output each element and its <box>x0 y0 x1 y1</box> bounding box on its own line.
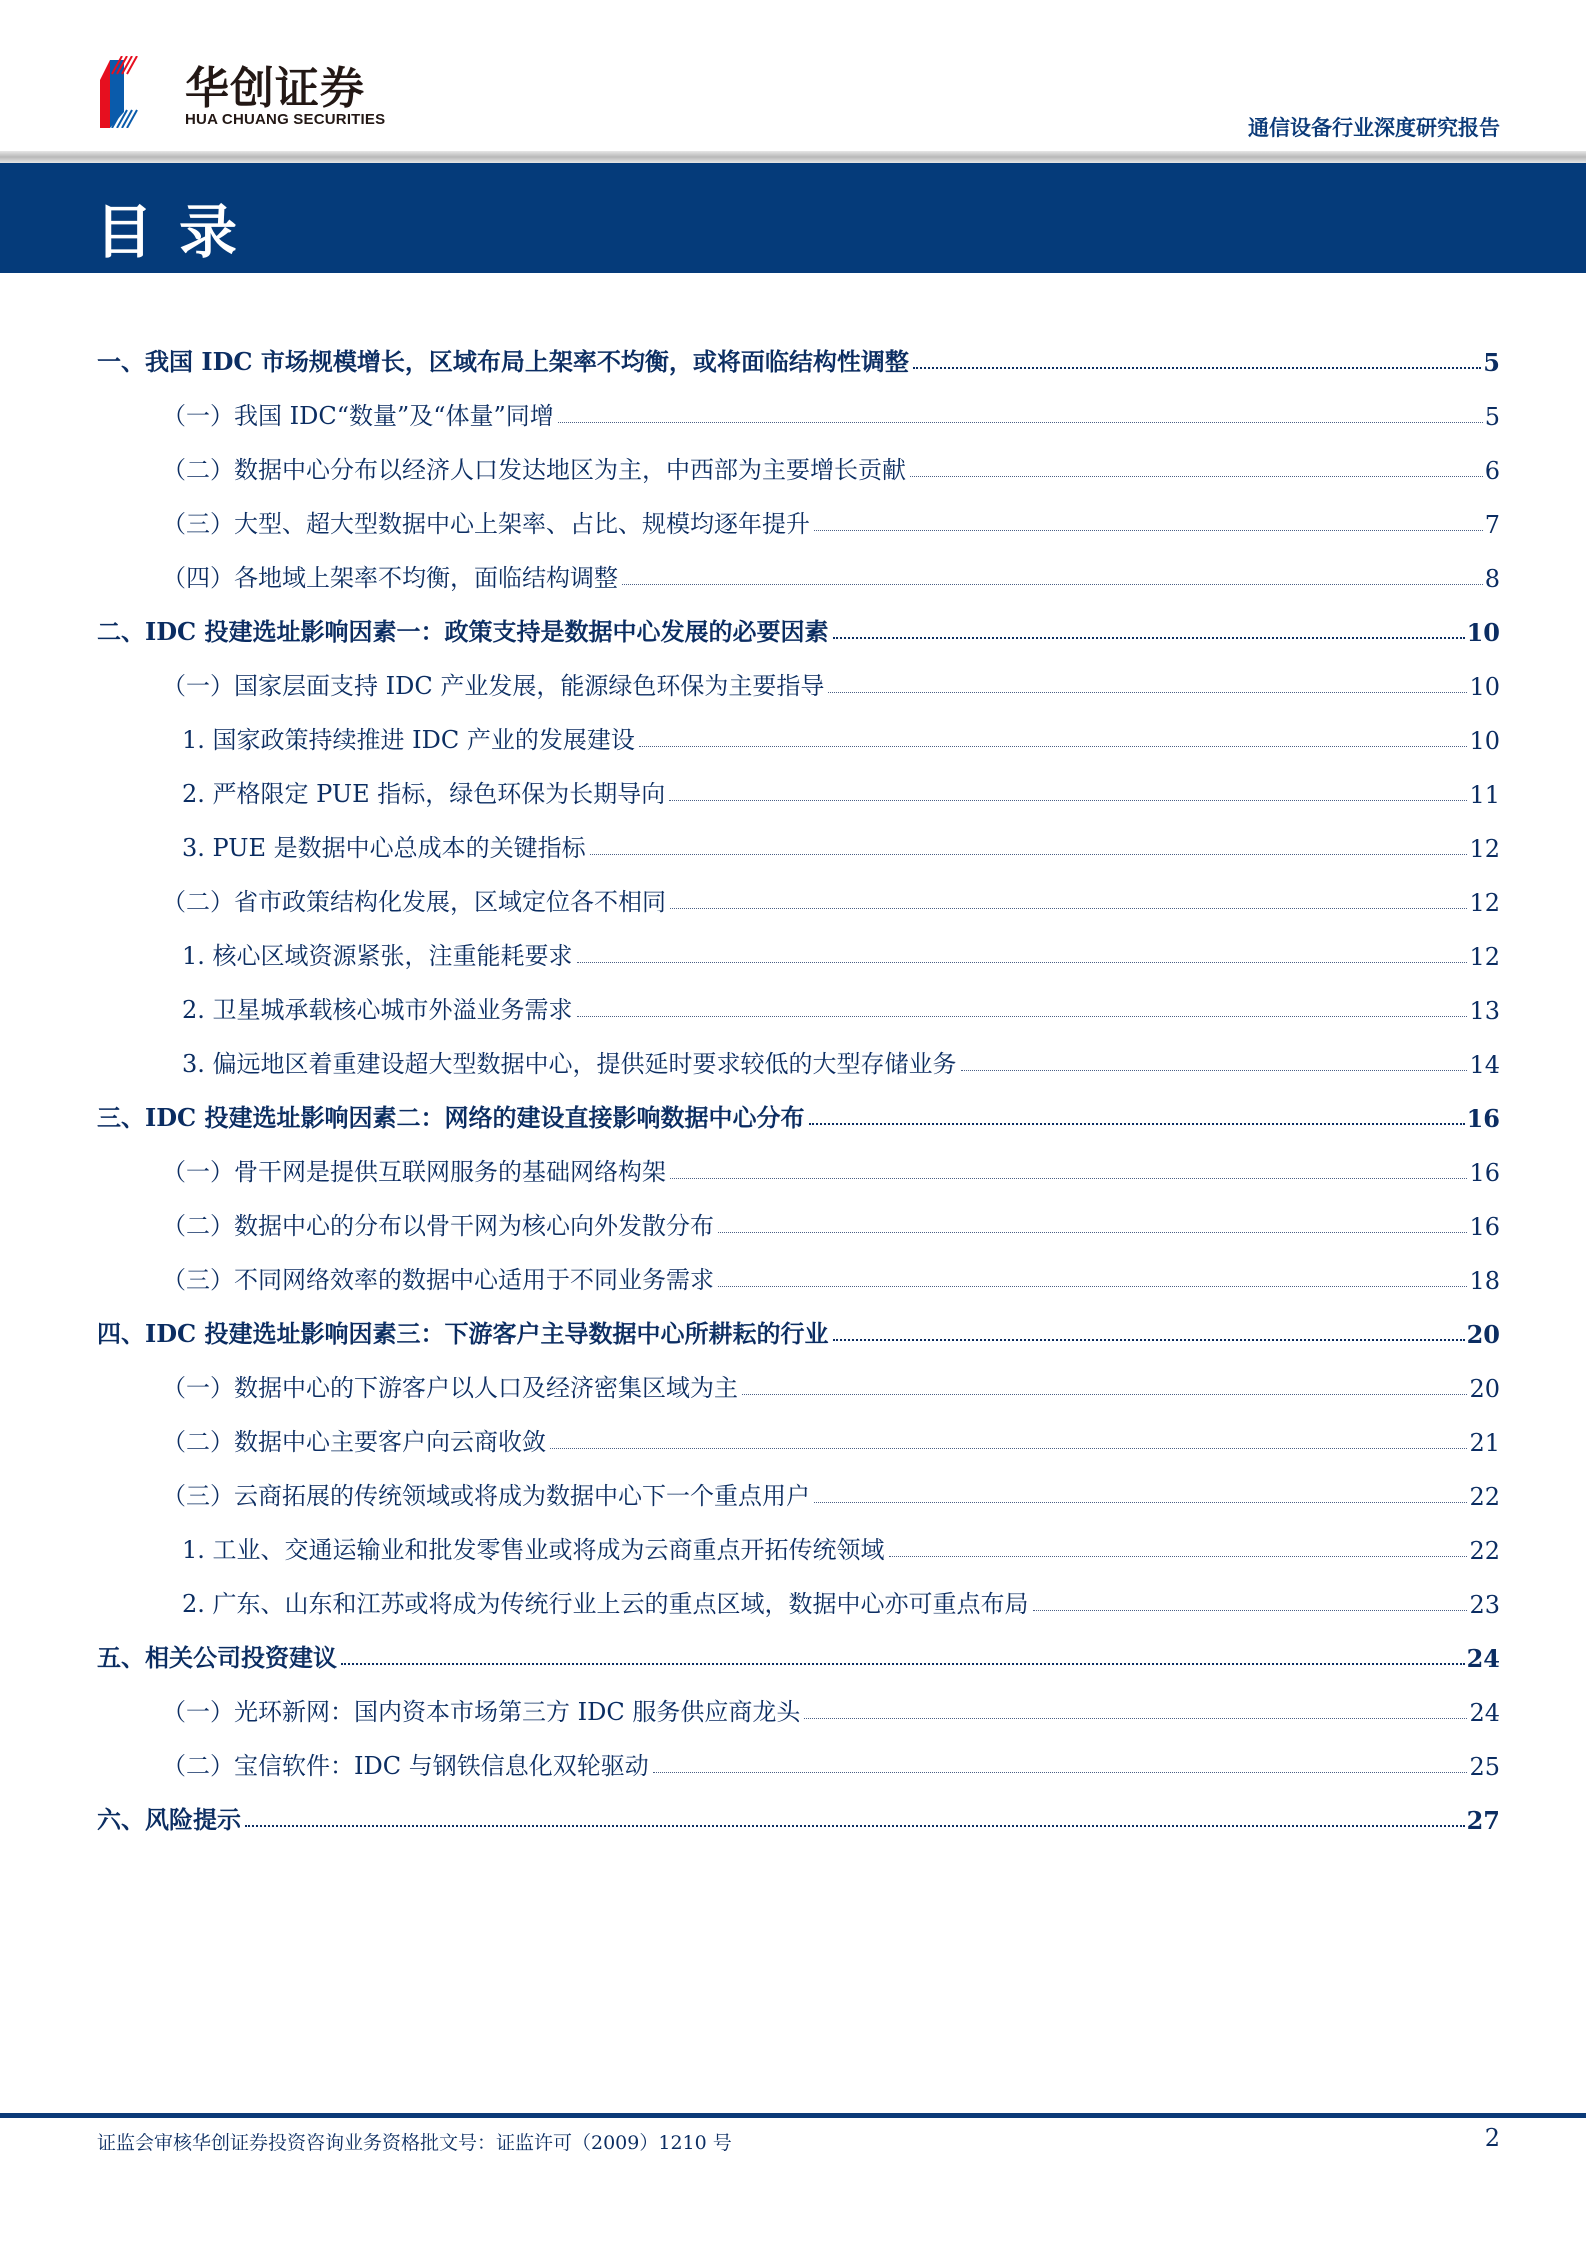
dot-leader <box>669 800 1467 801</box>
dot-leader <box>913 367 1481 369</box>
toc-entry-title: （一）国家层面支持 IDC 产业发展，能源绿色环保为主要指导 <box>162 672 825 700</box>
dot-leader <box>670 1178 1467 1179</box>
toc-entry[interactable] <box>162 873 1500 917</box>
toc-entry-page: 14 <box>1469 1051 1500 1079</box>
toc-entry-title: （一）我国 IDC“数量”及“体量”同增 <box>162 402 554 430</box>
toc-entry-page: 10 <box>1469 673 1500 701</box>
toc-entry-title: 四、IDC 投建选址影响因素三：下游客户主导数据中心所耕耘的行业 <box>97 1319 829 1348</box>
title-banner <box>0 163 1586 273</box>
toc-entry-title: （三）大型、超大型数据中心上架率、占比、规模均逐年提升 <box>162 510 810 538</box>
toc-entry[interactable] <box>162 1197 1500 1241</box>
dot-leader <box>653 1772 1468 1773</box>
dot-leader <box>809 1123 1465 1125</box>
toc-entry-page: 7 <box>1484 511 1500 539</box>
toc-entry[interactable] <box>162 1467 1500 1511</box>
toc-entry[interactable] <box>97 1629 1500 1673</box>
toc-entry-title: （二）数据中心分布以经济人口发达地区为主，中西部为主要增长贡献 <box>162 456 906 484</box>
toc-entry[interactable] <box>162 1413 1500 1457</box>
toc-entry-title: （二）数据中心主要客户向云商收敛 <box>162 1428 546 1456</box>
toc-entry-title: 3. PUE 是数据中心总成本的关键指标 <box>182 834 586 862</box>
header-divider <box>0 151 1586 163</box>
toc-entry[interactable] <box>97 1305 1500 1349</box>
toc-entry[interactable] <box>182 1575 1500 1619</box>
toc-entry-page: 11 <box>1469 781 1500 809</box>
toc-entry[interactable] <box>162 549 1500 593</box>
toc-entry-page: 24 <box>1466 1644 1500 1673</box>
toc-entry-page: 27 <box>1466 1806 1500 1835</box>
toc-entry-title: （二）省市政策结构化发展，区域定位各不相同 <box>162 888 666 916</box>
toc-entry[interactable] <box>182 981 1500 1025</box>
toc-entry-title: （二）宝信软件：IDC 与钢铁信息化双轮驱动 <box>162 1752 649 1780</box>
report-type: 通信设备行业深度研究报告 <box>1248 116 1500 140</box>
logo-english-name: HUA CHUANG SECURITIES <box>185 111 386 128</box>
toc-entry[interactable] <box>162 657 1500 701</box>
dot-leader <box>341 1663 1465 1665</box>
toc-entry[interactable] <box>162 441 1500 485</box>
toc-entry-page: 8 <box>1484 565 1500 593</box>
toc-entry[interactable] <box>162 495 1500 539</box>
toc-entry-page: 6 <box>1484 457 1500 485</box>
toc-entry-title: 1. 核心区域资源紧张，注重能耗要求 <box>182 942 573 970</box>
toc-entry-title: （一）骨干网是提供互联网服务的基础网络构架 <box>162 1158 666 1186</box>
toc-entry-page: 16 <box>1469 1213 1500 1241</box>
toc-entry-title: （三）不同网络效率的数据中心适用于不同业务需求 <box>162 1266 714 1294</box>
logo-mark-icon <box>100 56 170 128</box>
dot-leader <box>742 1394 1467 1395</box>
toc-entry-page: 10 <box>1466 618 1500 647</box>
toc-entry[interactable] <box>182 819 1500 863</box>
toc-entry[interactable] <box>182 1521 1500 1565</box>
dot-leader <box>639 746 1468 747</box>
toc-entry-title: 3. 偏远地区着重建设超大型数据中心，提供延时要求较低的大型存储业务 <box>182 1050 957 1078</box>
toc-entry-page: 12 <box>1469 889 1500 917</box>
toc-entry-title: 六、风险提示 <box>97 1805 241 1834</box>
toc-entry[interactable] <box>182 927 1500 971</box>
toc-entry-title: 三、IDC 投建选址影响因素二：网络的建设直接影响数据中心分布 <box>97 1103 805 1132</box>
dot-leader <box>550 1448 1467 1449</box>
toc-entry[interactable] <box>97 1089 1500 1133</box>
dot-leader <box>814 1502 1467 1503</box>
toc-entry-title: （三）云商拓展的传统领域或将成为数据中心下一个重点用户 <box>162 1482 810 1510</box>
page-title: 目录 <box>95 198 264 266</box>
toc-entry-title: （四）各地域上架率不均衡，面临结构调整 <box>162 564 618 592</box>
dot-leader <box>577 1016 1468 1017</box>
toc-entry-title: （二）数据中心的分布以骨干网为核心向外发散分布 <box>162 1212 714 1240</box>
toc-entry-page: 21 <box>1469 1429 1500 1457</box>
dot-leader <box>670 908 1467 909</box>
toc-entry-title: 二、IDC 投建选址影响因素一：政策支持是数据中心发展的必要因素 <box>97 617 829 646</box>
toc-entry[interactable] <box>182 711 1500 755</box>
footer-divider <box>0 2113 1586 2118</box>
toc-entry[interactable] <box>162 1251 1500 1295</box>
toc-entry-title: 一、我国 IDC 市场规模增长，区域布局上架率不均衡，或将面临结构性调整 <box>97 347 909 376</box>
toc-entry-title: 2. 卫星城承载核心城市外溢业务需求 <box>182 996 573 1024</box>
dot-leader <box>828 692 1467 693</box>
dot-leader <box>910 476 1483 477</box>
footer-license: 证监会审核华创证券投资咨询业务资格批文号：证监许可（2009）1210 号 <box>97 2132 732 2154</box>
toc-entry[interactable] <box>97 603 1500 647</box>
dot-leader <box>833 637 1465 639</box>
toc-entry-page: 23 <box>1469 1591 1500 1619</box>
page-number: 2 <box>1484 2124 1500 2152</box>
toc-entry[interactable] <box>182 765 1500 809</box>
toc-entry-page: 12 <box>1469 943 1500 971</box>
toc-entry-page: 18 <box>1469 1267 1500 1295</box>
company-logo <box>100 56 400 132</box>
dot-leader <box>961 1070 1468 1071</box>
dot-leader <box>1033 1610 1468 1611</box>
toc-entry[interactable] <box>97 1791 1500 1835</box>
toc-entry-page: 16 <box>1469 1159 1500 1187</box>
toc-entry-title: （一）数据中心的下游客户以人口及经济密集区域为主 <box>162 1374 738 1402</box>
dot-leader <box>833 1339 1465 1341</box>
dot-leader <box>590 854 1468 855</box>
dot-leader <box>245 1825 1465 1827</box>
dot-leader <box>577 962 1468 963</box>
dot-leader <box>814 530 1483 531</box>
dot-leader <box>804 1718 1467 1719</box>
toc-entry[interactable] <box>162 1683 1500 1727</box>
toc-entry-page: 22 <box>1469 1537 1500 1565</box>
toc-entry[interactable] <box>162 1359 1500 1403</box>
toc-entry-title: 1. 工业、交通运输业和批发零售业或将成为云商重点开拓传统领域 <box>182 1536 885 1564</box>
dot-leader <box>718 1232 1467 1233</box>
toc-entry[interactable] <box>182 1035 1500 1079</box>
toc-entry-page: 25 <box>1469 1753 1500 1781</box>
toc-entry-title: 1. 国家政策持续推进 IDC 产业的发展建设 <box>182 726 635 754</box>
toc-entry[interactable] <box>97 333 1500 377</box>
toc-entry-page: 16 <box>1466 1104 1500 1133</box>
dot-leader <box>558 422 1483 423</box>
dot-leader <box>622 584 1483 585</box>
toc-entry-title: 五、相关公司投资建议 <box>97 1643 337 1672</box>
toc-entry-title: （一）光环新网：国内资本市场第三方 IDC 服务供应商龙头 <box>162 1698 801 1726</box>
toc-entry[interactable] <box>162 387 1500 431</box>
toc-entry-page: 24 <box>1469 1699 1500 1727</box>
logo-chinese-name: 华创证券 <box>185 63 365 114</box>
toc-entry-page: 13 <box>1469 997 1500 1025</box>
toc-entry[interactable] <box>162 1143 1500 1187</box>
toc-entry-title: 2. 严格限定 PUE 指标，绿色环保为长期导向 <box>182 780 666 808</box>
toc-entry-title: 2. 广东、山东和江苏或将成为传统行业上云的重点区域，数据中心亦可重点布局 <box>182 1590 1029 1618</box>
toc-entry-page: 10 <box>1469 727 1500 755</box>
toc-entry-page: 22 <box>1469 1483 1500 1511</box>
dot-leader <box>889 1556 1468 1557</box>
toc-entry-page: 12 <box>1469 835 1500 863</box>
dot-leader <box>718 1286 1467 1287</box>
toc-entry-page: 5 <box>1484 403 1500 431</box>
toc-entry-page: 20 <box>1469 1375 1500 1403</box>
toc-entry[interactable] <box>162 1737 1500 1781</box>
toc-entry-page: 5 <box>1483 348 1500 377</box>
toc-entry-page: 20 <box>1466 1320 1500 1349</box>
